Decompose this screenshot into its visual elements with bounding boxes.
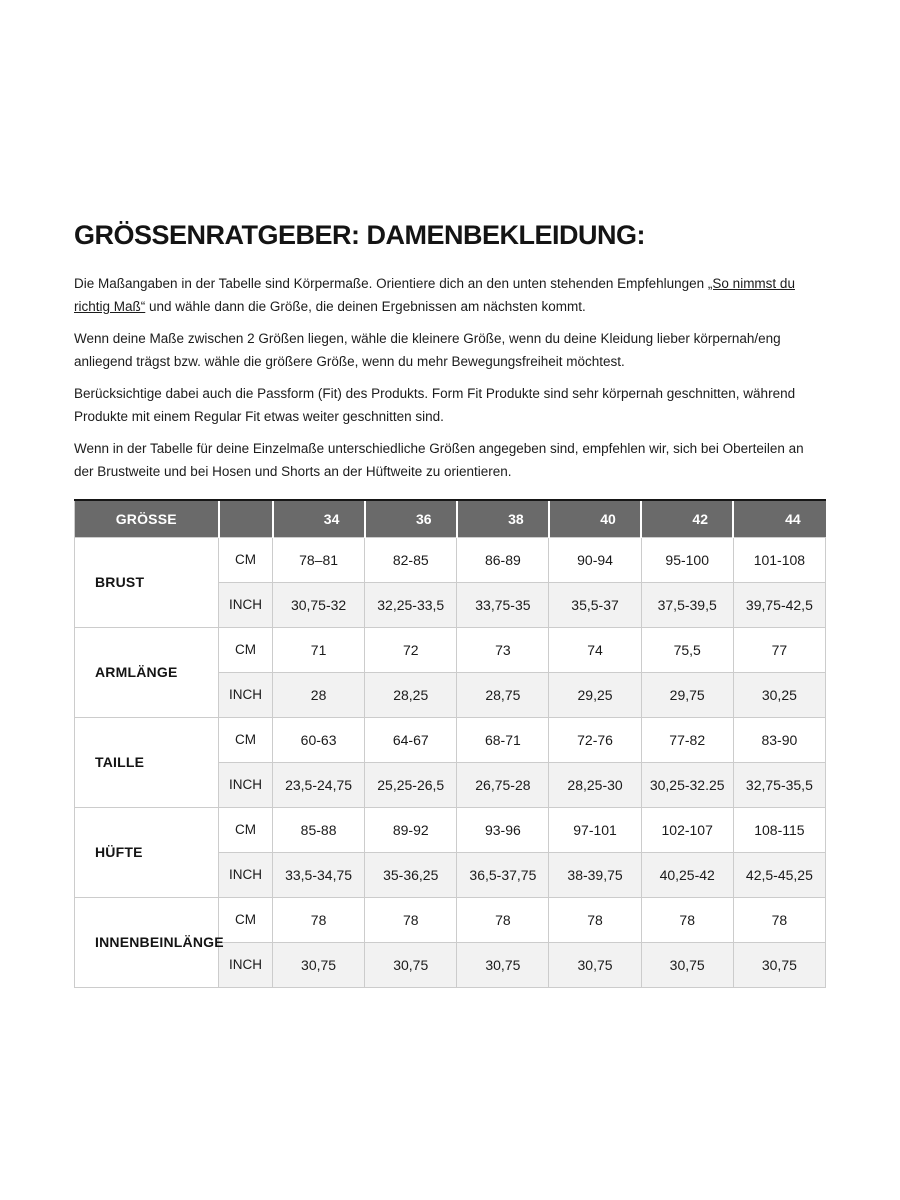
- size-cell: 30,25: [733, 672, 825, 717]
- row-label-taille: TAILLE: [75, 717, 219, 807]
- size-cell: 28,75: [457, 672, 549, 717]
- size-cell: 83-90: [733, 717, 825, 762]
- size-cell: 78: [549, 897, 641, 942]
- header-cell-size-36: 36: [365, 500, 457, 537]
- size-cell: 37,5-39,5: [641, 582, 733, 627]
- size-cell: 75,5: [641, 627, 733, 672]
- header-cell-size-34: 34: [273, 500, 365, 537]
- page-title: GRÖSSENRATGEBER: DAMENBEKLEIDUNG:: [74, 220, 646, 250]
- size-cell: 101-108: [733, 537, 825, 582]
- size-cell: 30,75: [273, 942, 365, 987]
- size-cell: 74: [549, 627, 641, 672]
- intro-paragraph-2: Wenn deine Maße zwischen 2 Größen liegen, wähle die kleinere Größe, wenn du deine Kleidung lieber körpernah/eng anliegend trägst bzw. wähle die größere Größe, wenn du mehr Bewegungsfreiheit möchtest.: [74, 331, 781, 369]
- size-cell: 97-101: [549, 807, 641, 852]
- unit-label-cm: CM: [219, 537, 273, 582]
- size-guide-page: [74, 0, 826, 988]
- table-row-huefte-cm: [75, 807, 826, 852]
- size-cell: 89-92: [365, 807, 457, 852]
- size-cell: 42,5-45,25: [733, 852, 825, 897]
- size-cell: 77: [733, 627, 825, 672]
- size-cell: 78: [457, 897, 549, 942]
- unit-label-inch: INCH: [219, 672, 273, 717]
- size-cell: 35,5-37: [549, 582, 641, 627]
- header-cell-groesse: GRÖSSE: [75, 500, 219, 537]
- size-cell: 64-67: [365, 717, 457, 762]
- header-cell-size-40: 40: [549, 500, 641, 537]
- size-cell: 78: [641, 897, 733, 942]
- size-cell: 28: [273, 672, 365, 717]
- size-cell: 35-36,25: [365, 852, 457, 897]
- size-cell: 29,25: [549, 672, 641, 717]
- size-cell: 60-63: [273, 717, 365, 762]
- intro-paragraph-1-before: Die Maßangaben in der Tabelle sind Körpermaße. Orientiere dich an den unten stehenden Empfehlungen: [74, 276, 708, 291]
- size-cell: 30,75: [457, 942, 549, 987]
- unit-label-inch: INCH: [219, 942, 273, 987]
- size-cell: 39,75-42,5: [733, 582, 825, 627]
- size-cell: 93-96: [457, 807, 549, 852]
- size-cell: 30,75: [549, 942, 641, 987]
- size-cell: 68-71: [457, 717, 549, 762]
- size-cell: 108-115: [733, 807, 825, 852]
- size-cell: 30,75-32: [273, 582, 365, 627]
- size-cell: 77-82: [641, 717, 733, 762]
- row-label-armlaenge: ARMLÄNGE: [75, 627, 219, 717]
- size-cell: 36,5-37,75: [457, 852, 549, 897]
- size-cell: 33,5-34,75: [273, 852, 365, 897]
- size-cell: 23,5-24,75: [273, 762, 365, 807]
- size-cell: 78: [273, 897, 365, 942]
- row-label-innenbeinlaenge: INNENBEINLÄNGE: [75, 897, 219, 987]
- size-cell: 25,25-26,5: [365, 762, 457, 807]
- size-cell: 95-100: [641, 537, 733, 582]
- intro-paragraph-4: Wenn in der Tabelle für deine Einzelmaße unterschiedliche Größen angegeben sind, empfehlen wir, sich bei Oberteilen an der Brustweite und bei Hosen und Shorts an der Hüftweite zu orientieren.: [74, 441, 804, 479]
- size-cell: 26,75-28: [457, 762, 549, 807]
- intro-text: [74, 272, 826, 483]
- size-table: [74, 499, 826, 988]
- size-cell: 73: [457, 627, 549, 672]
- intro-paragraph-1: [74, 272, 826, 318]
- size-table-header-row: [75, 500, 826, 537]
- unit-label-inch: INCH: [219, 852, 273, 897]
- size-cell: 71: [273, 627, 365, 672]
- size-cell: 32,75-35,5: [733, 762, 825, 807]
- size-cell: 30,25-32.25: [641, 762, 733, 807]
- header-cell-size-38: 38: [457, 500, 549, 537]
- unit-label-cm: CM: [219, 717, 273, 762]
- table-row-brust-cm: [75, 537, 826, 582]
- size-cell: 28,25: [365, 672, 457, 717]
- header-cell-empty: [219, 500, 273, 537]
- size-cell: 85-88: [273, 807, 365, 852]
- size-cell: 40,25-42: [641, 852, 733, 897]
- row-label-brust: BRUST: [75, 537, 219, 627]
- measure-guide-link[interactable]: „So nimmst du richtig Maß“: [74, 276, 795, 314]
- size-cell: 30,75: [641, 942, 733, 987]
- header-cell-size-42: 42: [641, 500, 733, 537]
- unit-label-cm: CM: [219, 807, 273, 852]
- unit-label-inch: INCH: [219, 762, 273, 807]
- intro-paragraph-1-after: und wähle dann die Größe, die deinen Ergebnissen am nächsten kommt.: [145, 299, 586, 314]
- size-cell: 30,75: [365, 942, 457, 987]
- size-cell: 78: [733, 897, 825, 942]
- size-cell: 38-39,75: [549, 852, 641, 897]
- size-cell: 90-94: [549, 537, 641, 582]
- size-cell: 78: [365, 897, 457, 942]
- unit-label-inch: INCH: [219, 582, 273, 627]
- unit-label-cm: CM: [219, 897, 273, 942]
- intro-paragraph-3: Berücksichtige dabei auch die Passform (Fit) des Produkts. Form Fit Produkte sind sehr körpernah geschnitten, während Produkte mit einem Regular Fit etwas weiter geschnitten sind.: [74, 386, 796, 424]
- size-cell: 102-107: [641, 807, 733, 852]
- size-cell: 72-76: [549, 717, 641, 762]
- size-cell: 28,25-30: [549, 762, 641, 807]
- size-cell: 86-89: [457, 537, 549, 582]
- size-cell: 29,75: [641, 672, 733, 717]
- header-cell-size-44: 44: [733, 500, 825, 537]
- table-row-armlaenge-cm: [75, 627, 826, 672]
- size-cell: 72: [365, 627, 457, 672]
- row-label-huefte: HÜFTE: [75, 807, 219, 897]
- table-row-innenbeinlaenge-cm: [75, 897, 826, 942]
- table-row-taille-cm: [75, 717, 826, 762]
- size-cell: 82-85: [365, 537, 457, 582]
- size-cell: 30,75: [733, 942, 825, 987]
- unit-label-cm: CM: [219, 627, 273, 672]
- size-cell: 33,75-35: [457, 582, 549, 627]
- size-cell: 78–81: [273, 537, 365, 582]
- size-cell: 32,25-33,5: [365, 582, 457, 627]
